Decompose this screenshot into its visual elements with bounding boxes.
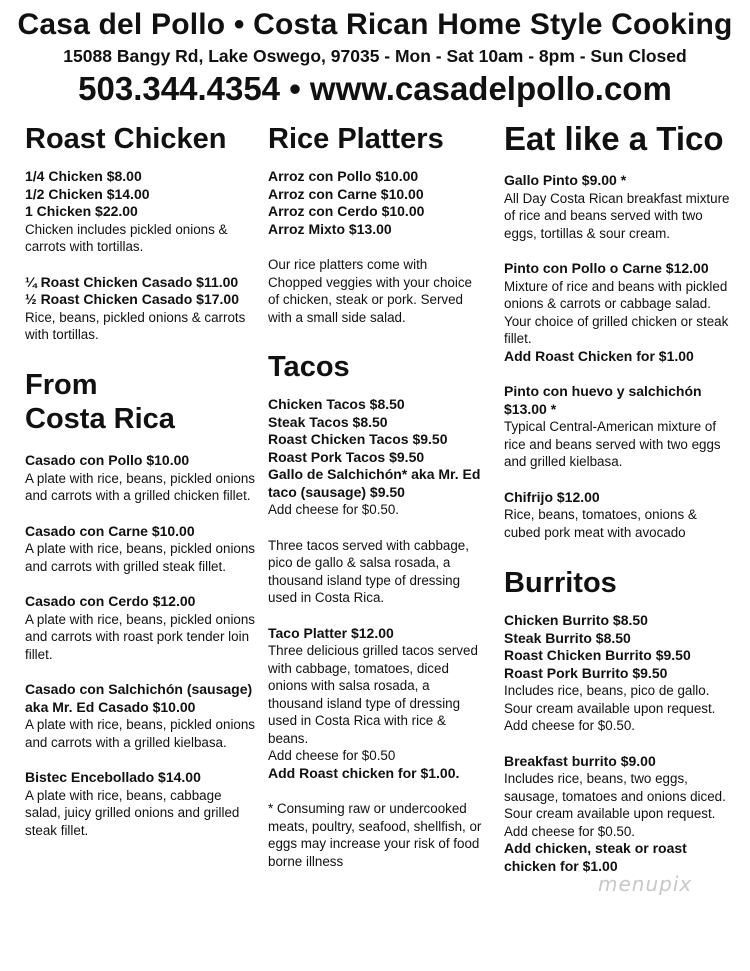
menu-item-description: Three delicious grilled tacos served with cabbage, tomatoes, diced onions with salsa rosada, a thousand island type of dressing used in Costa Rica with rice & beans. <box>268 643 478 746</box>
menu-item-description: A plate with rice, beans, pickled onions and carrots with a grilled kielbasa. <box>25 717 256 750</box>
menu-item-description: Typical Central-American mixture of rice and beans served with two eggs and grilled kielbasa. <box>504 419 721 469</box>
section-title: Rice Platters <box>268 123 444 155</box>
menu-item-addon: Add Roast chicken for $1.00. <box>268 764 460 781</box>
menu-item-name: Gallo Pinto $9.00 * <box>504 172 627 188</box>
food-safety-warning: * Consuming raw or undercooked meats, poultry, seafood, shellfish, or eggs may increase your risk of food borne illness <box>268 801 482 869</box>
menu-item <box>504 172 732 242</box>
menu-item-name: Bistec Encebollado $14.00 <box>25 769 201 785</box>
menu-item-name: 1 Chicken $22.00 <box>25 203 138 219</box>
menu-item-name: Roast Pork Tacos $9.50 <box>268 448 425 465</box>
menu-item <box>504 383 732 471</box>
menu-item-addon: Add chicken, steak or roast chicken for $1.00 <box>504 840 687 874</box>
tacos-note: Three tacos served with cabbage, pico de gallo & salsa rosada, a thousand island type of dressing used in Costa Rica. <box>268 537 469 605</box>
costa-rica-section <box>25 368 255 857</box>
menu-item <box>25 681 255 751</box>
section-title: Tacos <box>268 351 350 383</box>
menu-item-description: Includes rice, beans, pico de gallo. Sour cream available upon request. Add cheese for $0.50. <box>504 683 716 733</box>
phone-website: 503.344.4354 • www.casadelpollo.com <box>78 70 672 107</box>
menu-item-name: Breakfast burrito $9.00 <box>504 752 656 769</box>
menu-item-name: Chifrijo $12.00 <box>504 488 600 505</box>
menu-item-name: Casado con Salchichón (sausage) aka Mr. Ed Casado $10.00 <box>25 681 253 715</box>
menu-item-description: Rice, beans, tomatoes, onions & cubed pork meat with avocado <box>504 507 697 540</box>
rice-platters-section <box>268 122 483 326</box>
menu-item-description: Includes rice, beans, two eggs, sausage, tomatoes and onions diced. Sour cream available upon request. Add cheese for $0.50. <box>504 771 726 839</box>
menu-item-name: ¼ Roast Chicken Casado $11.00 <box>25 273 239 290</box>
menu-item-name: Casado con Pollo $10.00 <box>25 452 190 468</box>
menu-item-description: Add cheese for $0.50. <box>268 502 400 517</box>
menu-item-name: 1/2 Chicken $14.00 <box>25 185 150 202</box>
menu-item-name: Arroz con Cerdo $10.00 <box>268 203 425 219</box>
section-title: Roast Chicken <box>25 123 227 155</box>
section-title: Eat like a Tico <box>504 120 724 157</box>
menu-item-name: Roast Chicken Tacos $9.50 <box>268 431 448 447</box>
burritos-section <box>504 566 732 893</box>
tacos-section <box>268 350 483 870</box>
tico-section <box>504 122 732 559</box>
menu-item-name: Arroz con Pollo $10.00 <box>268 168 419 184</box>
section-title: Burritos <box>504 567 617 599</box>
menu-item-name: Taco Platter $12.00 <box>268 624 394 641</box>
menu-item-name: Roast Chicken Burrito $9.50 <box>504 647 691 663</box>
menu-item-name: Casado con Carne $10.00 <box>25 522 195 539</box>
menu-item-name: ½ Roast Chicken Casado $17.00 <box>25 291 239 307</box>
section-title-line: Costa Rica <box>25 403 175 435</box>
menu-item <box>25 593 255 663</box>
menu-item-name: Chicken Tacos $8.50 <box>268 396 405 412</box>
roast-chicken-section <box>25 122 255 362</box>
menu-item <box>504 260 732 365</box>
menu-item-name: Steak Burrito $8.50 <box>504 629 631 646</box>
menu-item-description: A plate with rice, beans, pickled onions and carrots with a grilled chicken fillet. <box>25 470 256 503</box>
menupix-watermark: menupix <box>598 872 693 896</box>
menu-item-description: Chicken includes pickled onions & carrots with tortillas. <box>25 221 228 254</box>
menu-item-name: Steak Tacos $8.50 <box>268 413 388 430</box>
menu-item-name: Pinto con Pollo o Carne $12.00 <box>504 260 709 276</box>
menu-item-name: 1/4 Chicken $8.00 <box>25 168 142 184</box>
address-hours: 15088 Bangy Rd, Lake Oswego, 97035 - Mon - Sat 10am - 8pm - Sun Closed <box>63 46 687 66</box>
menu-item-name: Arroz Mixto $13.00 <box>268 220 392 237</box>
section-title <box>25 368 255 436</box>
menu-item-description: A plate with rice, beans, cabbage salad, juicy grilled onions and grilled steak fillet. <box>25 787 240 838</box>
rice-platters-note: Our rice platters come with Chopped veggies with your choice of chicken, steak or pork. Served with a small side salad. <box>268 257 472 325</box>
menu-item <box>25 523 255 576</box>
menu-item-name: Pinto con huevo y salchichón $13.00 * <box>504 383 702 417</box>
menu-item <box>25 452 255 505</box>
menu-item-description: All Day Costa Rican breakfast mixture of rice and beans served with two eggs, tortillas & sour cream. <box>504 190 730 241</box>
menu-item-description: A plate with rice, beans, pickled onions and carrots with grilled steak fillet. <box>25 541 256 574</box>
menu-item-name: Chicken Burrito $8.50 <box>504 612 648 628</box>
menu-item-name: Casado con Cerdo $12.00 <box>25 593 196 609</box>
menu-item-name: Gallo de Salchichón* aka Mr. Ed taco (sausage) $9.50 <box>268 466 481 500</box>
menu-item-name: Arroz con Carne $10.00 <box>268 185 424 202</box>
menu-item-description: A plate with rice, beans, pickled onions and carrots with roast pork tender loin fillet. <box>25 611 256 662</box>
section-title-line: From <box>25 369 98 401</box>
menu-item-addon: Add Roast Chicken for $1.00 <box>504 347 694 364</box>
menu-item <box>25 769 255 839</box>
menu-item-description: Mixture of rice and beans with pickled onions & carrots or cabbage salad. Your choice of grilled chicken or steak fillet. <box>504 278 729 346</box>
menu-item <box>504 489 732 542</box>
menu-item-description: Add cheese for $0.50 <box>268 748 396 763</box>
restaurant-title: Casa del Pollo • Costa Rican Home Style Cooking <box>17 8 733 41</box>
menu-item-description: Rice, beans, pickled onions & carrots with tortillas. <box>25 309 246 342</box>
menu-item-name: Roast Pork Burrito $9.50 <box>504 664 668 681</box>
